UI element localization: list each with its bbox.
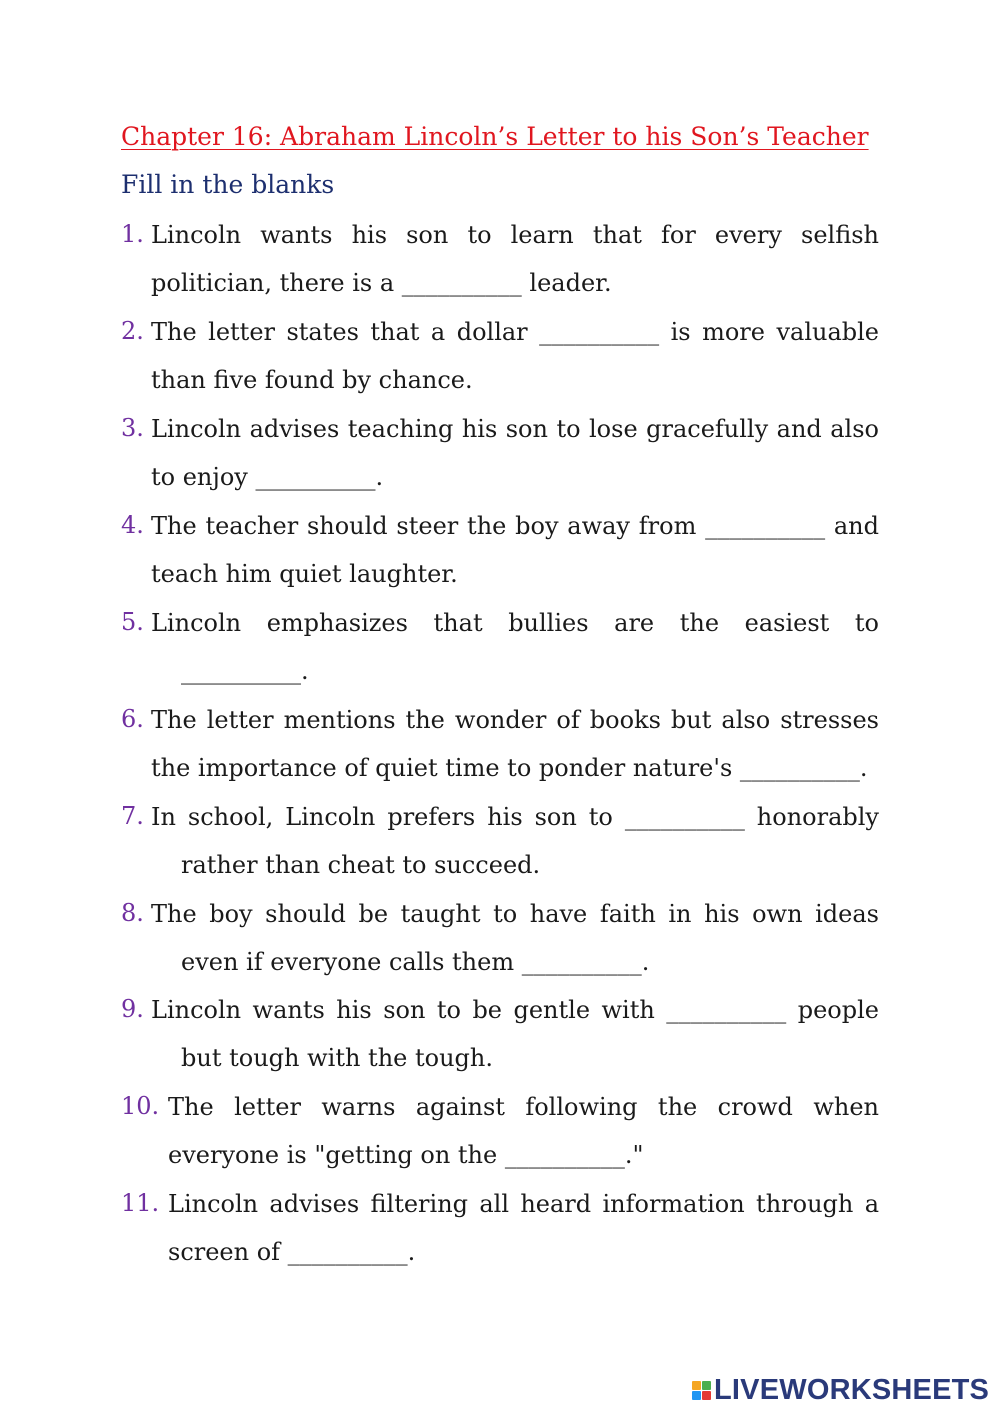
- question-line: The letter warns against following the crowd when: [168, 1093, 879, 1121]
- question-line: The teacher should steer the boy away from __________ and: [151, 512, 879, 540]
- question-line: screen of __________.: [168, 1238, 416, 1266]
- question-line: In school, Lincoln prefers his son to __________ honorably: [151, 803, 879, 831]
- logo-square: [692, 1381, 701, 1390]
- question-line: teach him quiet laughter.: [151, 560, 458, 588]
- liveworksheets-logo: [692, 1374, 989, 1406]
- question-line: Lincoln advises teaching his son to lose gracefully and also: [151, 415, 879, 443]
- question-line: __________.: [181, 657, 309, 685]
- brand-name: LIVEWORKSHEETS: [714, 1373, 990, 1406]
- question-number: 1.: [121, 220, 144, 248]
- question-number: 8.: [121, 899, 144, 927]
- question-line: but tough with the tough.: [181, 1044, 493, 1072]
- liveworksheets-logo-icon: [692, 1381, 711, 1400]
- question-number: 4.: [121, 511, 144, 539]
- question-line: The letter states that a dollar __________ is more valuable: [151, 318, 879, 346]
- question-number: 2.: [121, 317, 144, 345]
- question-line: the importance of quiet time to ponder nature's __________.: [151, 754, 868, 782]
- question-number: 7.: [121, 802, 144, 830]
- question-number: 10.: [121, 1092, 160, 1120]
- question-line: even if everyone calls them __________.: [181, 948, 650, 976]
- question-line: Lincoln advises filtering all heard information through a: [168, 1190, 879, 1218]
- question-number: 6.: [121, 705, 144, 733]
- logo-square: [702, 1381, 711, 1390]
- logo-square: [702, 1391, 711, 1400]
- question-line: to enjoy __________.: [151, 463, 384, 491]
- question-line: than five found by chance.: [151, 366, 473, 394]
- question-line: rather than cheat to succeed.: [181, 851, 541, 879]
- question-line: Lincoln emphasizes that bullies are the easiest to: [151, 609, 879, 637]
- question-number: 3.: [121, 414, 144, 442]
- question-line: Lincoln wants his son to learn that for every selfish: [151, 221, 879, 249]
- question-line: The letter mentions the wonder of books but also stresses: [151, 706, 879, 734]
- question-number: 5.: [121, 608, 144, 636]
- question-line: The boy should be taught to have faith in his own ideas: [151, 900, 879, 928]
- question-number: 11.: [121, 1189, 160, 1217]
- question-line: Lincoln wants his son to be gentle with __________ people: [151, 996, 879, 1024]
- question-number: 9.: [121, 995, 144, 1023]
- question-line: everyone is "getting on the __________.": [168, 1141, 644, 1169]
- question-line: politician, there is a __________ leader.: [151, 269, 612, 297]
- logo-square: [692, 1391, 701, 1400]
- chapter-title: Chapter 16: Abraham Lincoln’s Letter to his Son’s Teacher: [121, 122, 869, 151]
- section-heading: Fill in the blanks: [121, 170, 335, 199]
